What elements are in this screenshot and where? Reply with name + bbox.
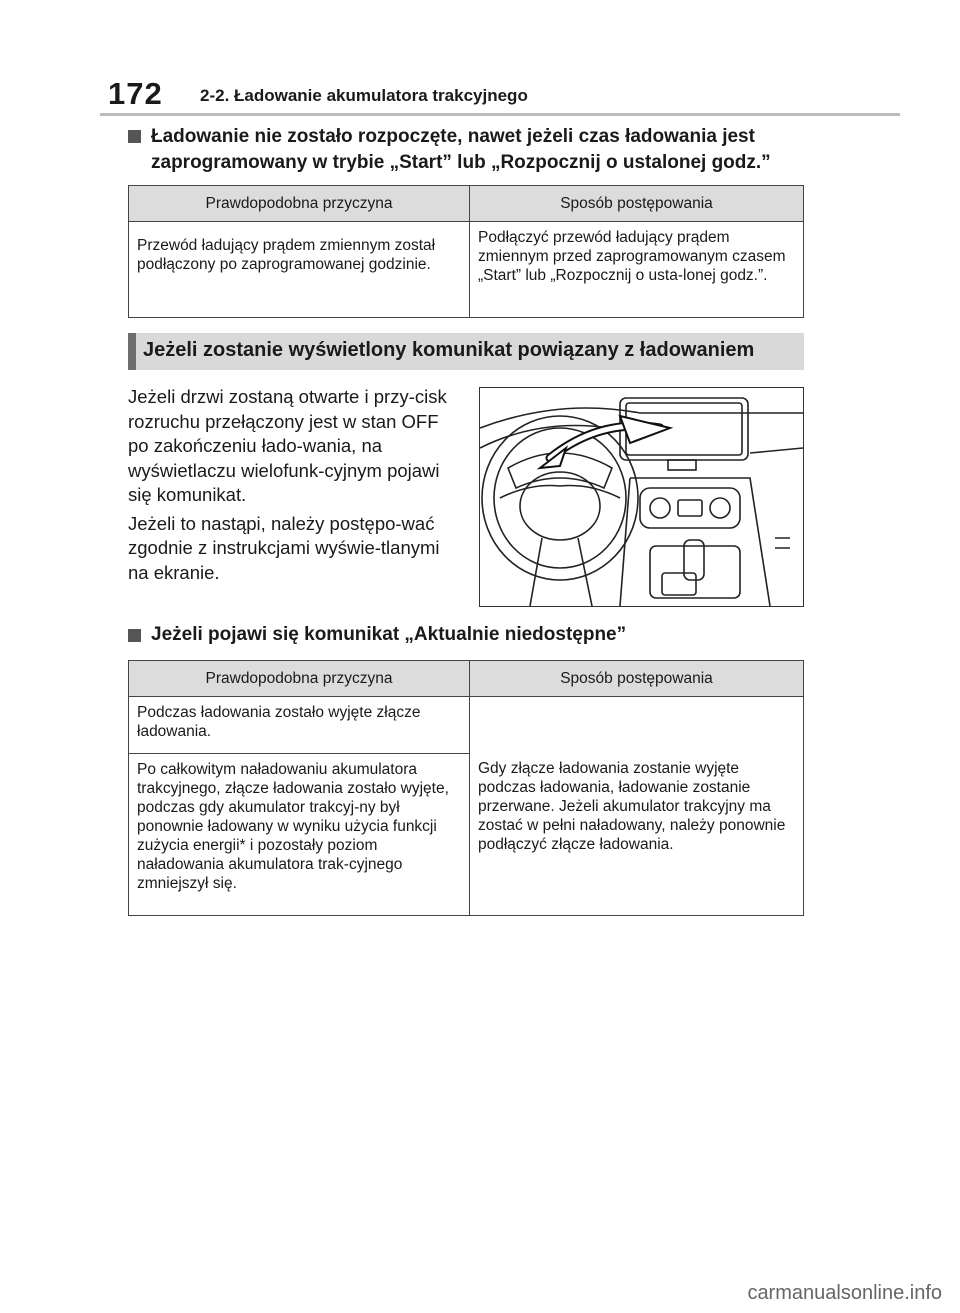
section3-heading-text: Jeżeli pojawi się komunikat „Aktualnie niedostępne” [151,624,627,645]
dashboard-figure [479,387,804,607]
table1-header-action: Sposób postępowania [470,186,804,222]
table-1 [128,185,804,318]
table2-header-action: Sposób postępowania [470,661,804,697]
section-tab-marker [128,333,136,370]
square-bullet-icon [128,130,141,143]
table2-action-cell: Gdy złącze ładowania zostanie wyjęte podczas ładowania, ładowanie zostanie przerwane. Jeżeli akumulator trakcyjny ma zostać w pełni naładowany, należy ponownie podłączyć złącze ładowania. [470,697,804,916]
table1-action-cell: Podłączyć przewód ładujący prądem zmiennym przed zaprogramowanym czasem „Start” lub „Rozpocznij o usta-lonej godz.”. [470,222,804,318]
section2-title-bar [128,333,804,370]
section1-heading-text: Ładowanie nie zostało rozpoczęte, nawet jeżeli czas ładowania jest zaprogramowany w trybie „Start” lub „Rozpocznij o ustalonej godz.” [151,126,771,173]
table2-header-cause: Prawdopodobna przyczyna [129,661,470,697]
table-2 [128,660,804,916]
section1-heading [128,124,808,176]
car-dashboard-illustration-icon [480,388,803,606]
square-bullet-icon [128,629,141,642]
header-divider [100,113,900,116]
table2-cause-cell-1: Podczas ładowania zostało wyjęte złącze ładowania. [129,697,470,754]
section3-heading [128,624,626,646]
page-number: 172 [108,76,163,111]
table1-header-cause: Prawdopodobna przyczyna [129,186,470,222]
table2-cause-cell-2: Po całkowitym naładowaniu akumulatora trakcyjnego, złącze ładowania zostało wyjęte, podczas gdy akumulator trakcyj-ny był ponownie ładowany w wyniku użycia funkcji zużycia energii* i pozostały poziom naładowania akumulatora trak-cyjnego zmniejszył się. [129,754,470,916]
site-watermark: carmanualsonline.info [747,1282,942,1304]
section2-title: Jeżeli zostanie wyświetlony komunikat powiązany z ładowaniem [143,339,755,361]
section2-paragraph-1: Jeżeli drzwi zostaną otwarte i przy-cisk rozruchu przełączony jest w stan OFF po zakończeniu łado-wania, na wyświetlaczu wielofunk-cyjnym pojawi się komunikat. [128,386,447,505]
table1-cause-cell: Przewód ładujący prądem zmiennym został podłączony po zaprogramowanej godzinie. [129,222,470,318]
section2-body [128,385,464,589]
section2-paragraph-2: Jeżeli to nastąpi, należy postępo-wać zgodnie z instrukcjami wyświe-tlanymi na ekranie. [128,512,440,583]
running-title: 2-2. Ładowanie akumulatora trakcyjnego [200,86,528,105]
